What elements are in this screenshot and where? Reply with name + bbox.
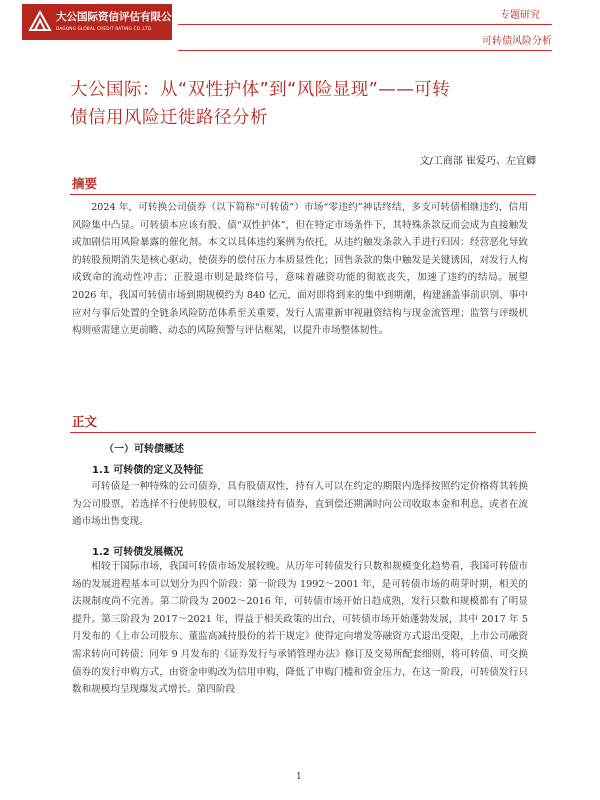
report-subcategory: 可转债风险分析 (482, 36, 552, 47)
author-line: 文/工商部 崔爱巧、左宜卿 (419, 156, 536, 167)
company-logo (22, 4, 182, 40)
logo-emblem-icon (28, 10, 52, 32)
body-divider (70, 432, 536, 433)
header-divider-bottom (178, 50, 552, 51)
body-heading: 正文 (72, 414, 98, 429)
logo-text-en: DAGONG GLOBAL CREDIT RATING CO.,LTD. (56, 26, 153, 31)
title-line-2: 债信用风险迁徙路径分析 (70, 108, 268, 128)
page-number: 1 (296, 772, 302, 782)
abstract-heading: 摘要 (72, 176, 98, 191)
subsection-1-1-text: 可转债是一种特殊的公司债券，具有股债双性，持有人可以在约定的期限内选择按照约定价格将其转换为公司股票，若选择不行使转股权，可以继续持有债券，直到偿还期满时向公司收取本金和利息，或者在流通市场出售变现。 (72, 481, 528, 528)
subsection-1-2-text: 相较于国际市场，我国可转债市场发展较晚。从历年可转债发行只数和规模变化趋势看，我国可转债市场的发展进程基本可以划分为四个阶段：第一阶段为 1992～2001 年，是可转债市场的萌芽时期，相关的法规制度尚不完善。第二阶段为 2002～2016 年，可转债市场开始日趋成熟，发行只数和规模都有了明显提升。第三阶段为 2017～2021 年，得益于相关政策的出台，可转债市场开始蓬勃发展，其中 2017 年 5 月发布的《上市公司股东、董监高减持股份的若干规定》使得定向增发等融资方式退出受限，上市公司融资需求转向可转债；同年 9 月发布的《证券发行与承销管理办法》修订及交易所配套细则，将可转债、可交换债券的发行申购方式，由资金申购改为信用申购，降低了申购门槛和资金压力，在这一阶段，可转债发行只数和规模均呈现爆发式增长。第四阶段 (72, 561, 528, 696)
page-header (0, 0, 600, 56)
header-divider-top (178, 24, 552, 25)
report-category: 专题研究 (500, 10, 540, 21)
logo-text-cn: 大公国际资信评估有限公司 (56, 11, 182, 23)
page-title (70, 76, 540, 132)
subsection-1-1-heading: 1.1 可转债的定义及特征 (92, 465, 204, 476)
title-line-1: 大公国际：从“双性护体”到“风险显现”——可转 (70, 80, 451, 100)
abstract-text: 2024 年，可转换公司债券（以下简称“可转债”）市场“零违约”神话终结，多支可转债相继违约，信用风险集中凸显。可转债本应该有股、债“双性护体”，但在特定市场条件下，其特殊条款反而会成为直接触发或加剧信用风险暴露的催化剂。本文以具体违约案例为依托，从违约触发条款入手进行归因：经营恶化导致的转股预期消失是核心驱动，使债券的偿付压力本质显性化；回售条款的集中触发是关键诱因，对发行人构成致命的流动性冲击；正股退市则是最终信号，意味着融资功能的彻底丧失，加速了违约的结局。展望 2026 年，我国可转债市场到期规模约为 840 亿元，面对即将到来的集中到期潮，构建涵盖事前识别、事中应对与事后处置的全链条风险防范体系至关重要，发行人需重新审视融资结构与现金流管理；监管与评级机构则亟需建立更前瞻、动态的风险预警与评估框架，以提升市场整体韧性。 (72, 202, 528, 337)
subsection-1-2-heading: 1.2 可转债发展概况 (92, 547, 184, 558)
section-1-heading: （一）可转债概述 (104, 444, 184, 455)
abstract-divider (70, 194, 536, 195)
